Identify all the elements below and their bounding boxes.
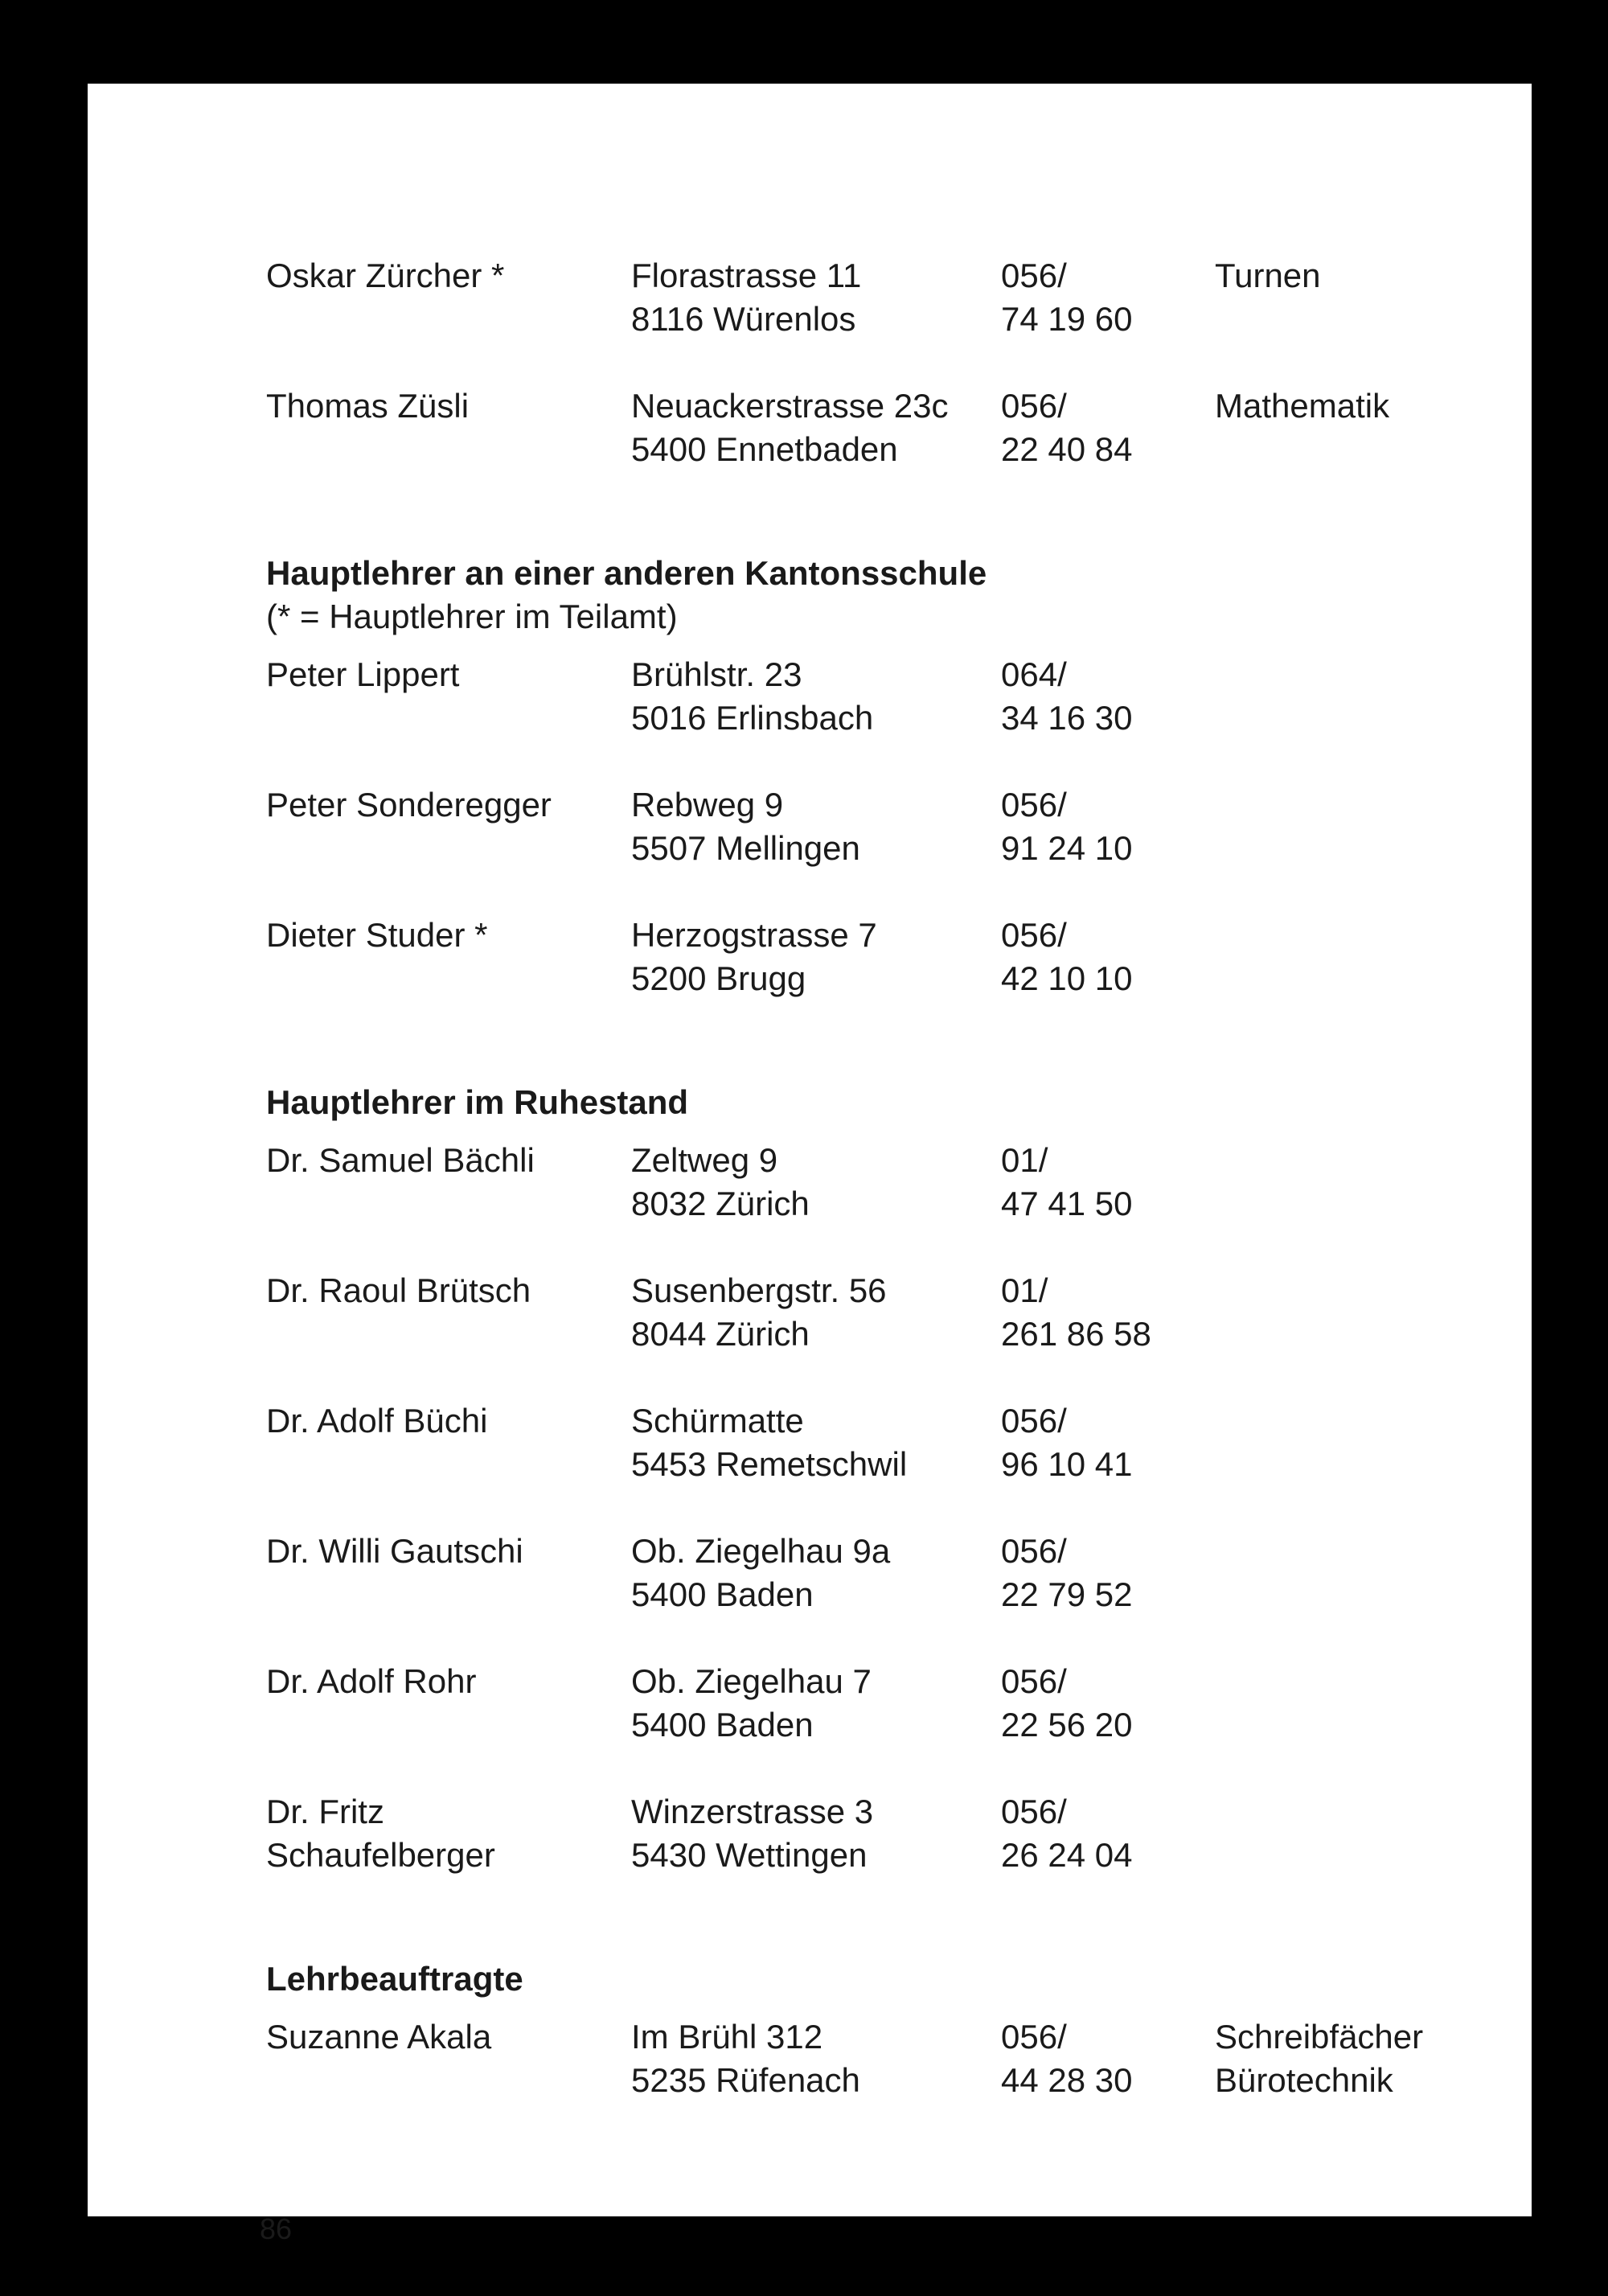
entry-phone [1001, 384, 1215, 471]
entry-phone-line: 91 24 10 [1001, 829, 1133, 867]
entry-phone [1001, 914, 1215, 1000]
entry-phone-line: 96 10 41 [1001, 1445, 1133, 1483]
entry-name-line: Thomas Züsli [266, 387, 470, 425]
directory-entry [266, 254, 1585, 341]
entry-subject [1215, 1660, 1504, 1747]
entry-phone-line: 056/ [1001, 786, 1067, 824]
entry-name-line: Suzanne Akala [266, 2018, 492, 2056]
entry-name-line: Dr. Willi Gautschi [266, 1532, 523, 1570]
entry-name [266, 384, 631, 471]
entry-phone [1001, 2015, 1215, 2102]
entry-subject-line: Bürotechnik [1215, 2061, 1393, 2099]
entry-address-line: 5453 Remetschwil [631, 1445, 908, 1483]
entry-name [266, 254, 631, 341]
entry-address-line: Neuackerstrasse 23c [631, 387, 949, 425]
entry-address [631, 914, 1001, 1000]
entry-name [266, 653, 631, 740]
entry-phone [1001, 1530, 1215, 1616]
entry-address [631, 653, 1001, 740]
entry-subject-line: Schreibfächer [1215, 2018, 1424, 2056]
entry-subject [1215, 783, 1504, 870]
directory-content [266, 254, 1585, 2102]
entry-phone-line: 34 16 30 [1001, 699, 1133, 737]
entry-phone [1001, 254, 1215, 341]
entry-name-line: Dr. Samuel Bächli [266, 1141, 535, 1179]
entry-phone [1001, 1269, 1215, 1356]
entry-name-line: Schaufelberger [266, 1836, 495, 1874]
entry-phone-line: 064/ [1001, 655, 1067, 693]
entry-subject [1215, 254, 1504, 341]
directory-entry [266, 783, 1585, 870]
directory-entry [266, 384, 1585, 471]
entry-address [631, 1139, 1001, 1226]
entry-phone [1001, 1399, 1215, 1486]
entry-phone-line: 47 41 50 [1001, 1185, 1133, 1222]
section-note: (* = Hauptlehrer im Teilamt) [266, 598, 678, 635]
entry-phone-line: 01/ [1001, 1271, 1048, 1309]
entry-name-line: Peter Lippert [266, 655, 460, 693]
entry-phone-line: 22 56 20 [1001, 1706, 1133, 1744]
entry-address [631, 2015, 1001, 2102]
entry-name-line: Peter Sonderegger [266, 786, 552, 824]
entry-address [631, 1269, 1001, 1356]
entry-address-line: Florastrasse 11 [631, 257, 862, 294]
entry-address-line: Winzerstrasse 3 [631, 1793, 874, 1830]
entry-address-line: 8044 Zürich [631, 1315, 810, 1353]
entry-address-line: 5200 Brugg [631, 959, 806, 997]
entry-address-line: Brühlstr. 23 [631, 655, 802, 693]
directory-entry [266, 914, 1585, 1000]
entry-address-line: Susenbergstr. 56 [631, 1271, 887, 1309]
entry-address [631, 254, 1001, 341]
entry-phone-line: 22 40 84 [1001, 430, 1133, 468]
entry-subject [1215, 2015, 1504, 2102]
entry-subject-line: Mathematik [1215, 387, 1390, 425]
entry-subject [1215, 653, 1504, 740]
entry-address-line: 8116 Würenlos [631, 300, 856, 338]
entry-phone [1001, 1790, 1215, 1877]
entry-name [266, 914, 631, 1000]
entry-phone-line: 26 24 04 [1001, 1836, 1133, 1874]
entry-name-line: Oskar Zürcher * [266, 257, 505, 294]
entry-subject [1215, 384, 1504, 471]
entry-address-line: Ob. Ziegelhau 7 [631, 1662, 872, 1700]
entry-name [266, 783, 631, 870]
section-heading: Hauptlehrer im Ruhestand [266, 1083, 689, 1121]
entry-phone-line: 056/ [1001, 1532, 1067, 1570]
directory-entry [266, 1530, 1585, 1616]
entry-name [266, 1139, 631, 1226]
entry-phone [1001, 783, 1215, 870]
entry-name-line: Dieter Studer * [266, 916, 488, 954]
entry-subject [1215, 1269, 1504, 1356]
entry-name [266, 1530, 631, 1616]
entry-name [266, 1399, 631, 1486]
section-heading: Hauptlehrer an einer anderen Kantonsschule [266, 554, 987, 592]
entry-address-line: Schürmatte [631, 1402, 804, 1440]
entry-name [266, 1660, 631, 1747]
entry-phone-line: 74 19 60 [1001, 300, 1133, 338]
entry-subject [1215, 1530, 1504, 1616]
entry-address-line: 5016 Erlinsbach [631, 699, 874, 737]
entry-address-line: 5400 Baden [631, 1706, 814, 1744]
entry-name-line: Dr. Adolf Rohr [266, 1662, 477, 1700]
entry-address [631, 1530, 1001, 1616]
entry-name-line: Dr. Raoul Brütsch [266, 1271, 531, 1309]
entry-address-line: 5430 Wettingen [631, 1836, 868, 1874]
entry-phone-line: 056/ [1001, 257, 1067, 294]
entry-address [631, 384, 1001, 471]
entry-subject [1215, 1139, 1504, 1226]
directory-entry [266, 1660, 1585, 1747]
entry-subject [1215, 914, 1504, 1000]
entry-name [266, 1790, 631, 1877]
directory-entry [266, 1139, 1585, 1226]
entry-phone-line: 056/ [1001, 1793, 1067, 1830]
directory-entry [266, 653, 1585, 740]
entry-address-line: 5235 Rüfenach [631, 2061, 860, 2099]
entry-phone-line: 44 28 30 [1001, 2061, 1133, 2099]
entry-phone [1001, 653, 1215, 740]
entry-phone-line: 22 79 52 [1001, 1575, 1133, 1613]
entry-address-line: Zeltweg 9 [631, 1141, 778, 1179]
entry-phone-line: 01/ [1001, 1141, 1048, 1179]
entry-phone-line: 056/ [1001, 916, 1067, 954]
entry-name-line: Dr. Fritz [266, 1793, 384, 1830]
entry-phone-line: 42 10 10 [1001, 959, 1133, 997]
entry-name [266, 1269, 631, 1356]
directory-entry [266, 1399, 1585, 1486]
section-heading: Lehrbeauftragte [266, 1960, 523, 1998]
entry-address-line: 5400 Baden [631, 1575, 814, 1613]
entry-address-line: 5400 Ennetbaden [631, 430, 898, 468]
entry-name-line: Dr. Adolf Büchi [266, 1402, 488, 1440]
entry-address-line: Rebweg 9 [631, 786, 784, 824]
entry-phone-line: 056/ [1001, 387, 1067, 425]
entry-name [266, 2015, 631, 2102]
entry-subject [1215, 1790, 1504, 1877]
entry-address-line: Herzogstrasse 7 [631, 916, 877, 954]
document-page [88, 84, 1532, 2245]
entry-subject-line: Turnen [1215, 257, 1321, 294]
entry-address [631, 1399, 1001, 1486]
entry-address [631, 1660, 1001, 1747]
entry-phone-line: 056/ [1001, 1662, 1067, 1700]
directory-entry [266, 1790, 1585, 1877]
entry-subject [1215, 1399, 1504, 1486]
entry-address [631, 1790, 1001, 1877]
entry-phone [1001, 1139, 1215, 1226]
entry-phone-line: 056/ [1001, 2018, 1067, 2056]
directory-entry [266, 1269, 1585, 1356]
entry-address-line: Ob. Ziegelhau 9a [631, 1532, 891, 1570]
entry-address-line: 5507 Mellingen [631, 829, 860, 867]
entry-phone-line: 056/ [1001, 1402, 1067, 1440]
entry-address-line: Im Brühl 312 [631, 2018, 823, 2056]
entry-phone [1001, 1660, 1215, 1747]
directory-entry [266, 2015, 1585, 2102]
entry-phone-line: 261 86 58 [1001, 1315, 1151, 1353]
entry-address [631, 783, 1001, 870]
entry-address-line: 8032 Zürich [631, 1185, 810, 1222]
page-number: 86 [260, 2212, 293, 2245]
